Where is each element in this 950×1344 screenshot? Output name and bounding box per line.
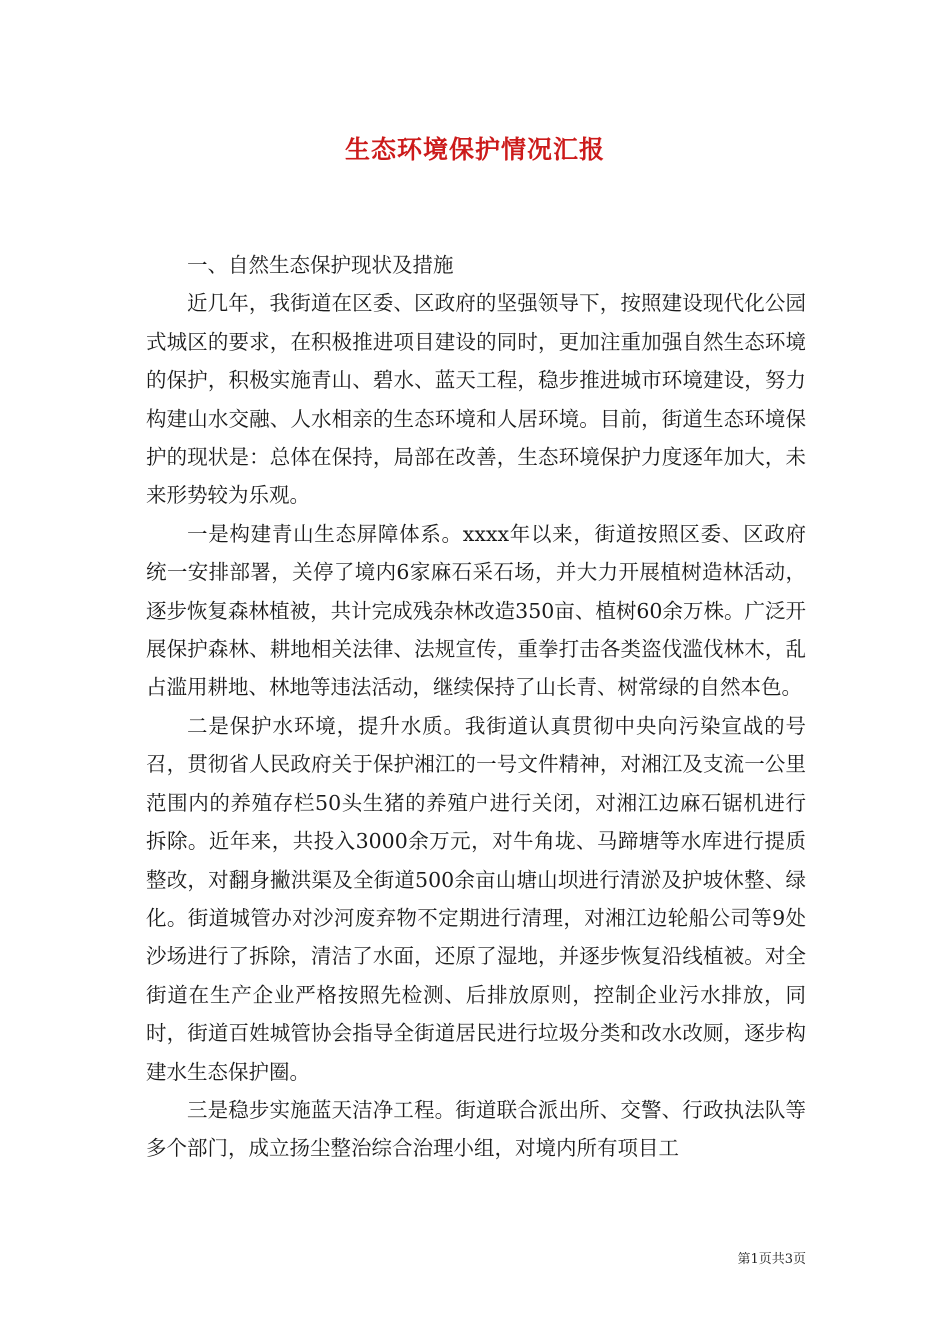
- paragraph-overview: 近几年，我街道在区委、区政府的坚强领导下，按照建设现代化公园式城区的要求，在积极推进项目建设的同时，更加注重加强自然生态环境的保护，积极实施青山、碧水、蓝天工程，稳步推进城市环境建设，努力构建山水交融、人水相亲的生态环境和人居环境。目前，街道生态环境保护的现状是：总体在保持，局部在改善，生态环境保护力度逐年加大，未来形势较为乐观。: [146, 291, 806, 508]
- document-title: 生态环境保护情况汇报: [344, 135, 605, 164]
- paragraph-water-environment: 二是保护水环境，提升水质。我街道认真贯彻中央向污染宣战的号召，贯彻省人民政府关于保护湘江的一号文件精神，对湘江及支流一公里范围内的养殖存栏50头生猪的养殖户进行关闭，对湘江边麻石锯机进行拆除。近年来，共投入3000余万元，对牛角垅、马蹄塘等水库进行提质整改，对翻身撇洪渠及全街道500余亩山塘山坝进行清淤及护坡休整、绿化。街道城管办对沙河废弃物不定期进行清理，对湘江边轮船公司等9处沙场进行了拆除，清洁了水面，还原了湿地，并逐步恢复沿线植被。对全街道在生产企业严格按照先检测、后排放原则，控制企业污水排放，同时，街道百姓城管协会指导全街道居民进行垃圾分类和改水改厕，逐步构建水生态保护圈。: [146, 713, 806, 1084]
- section-heading: 一、自然生态保护现状及措施: [187, 253, 454, 277]
- document-body: [146, 246, 806, 1168]
- paragraph-blue-sky: 三是稳步实施蓝天洁净工程。街道联合派出所、交警、行政执法队等多个部门，成立扬尘整治综合治理小组，对境内所有项目工: [146, 1097, 806, 1161]
- page-number: 第1页共3页: [737, 1252, 806, 1267]
- paragraph-green-mountains: 一是构建青山生态屏障体系。xxxx年以来，街道按照区委、区政府统一安排部署，关停了境内6家麻石采石场，并大力开展植树造林活动，逐步恢复森林植被，共计完成残杂林改造350亩、植树60余万株。广泛开展保护森林、耕地相关法律、法规宣传，重拳打击各类盗伐滥伐林木，乱占滥用耕地、林地等违法活动，继续保持了山长青、树常绿的自然本色。: [146, 521, 806, 700]
